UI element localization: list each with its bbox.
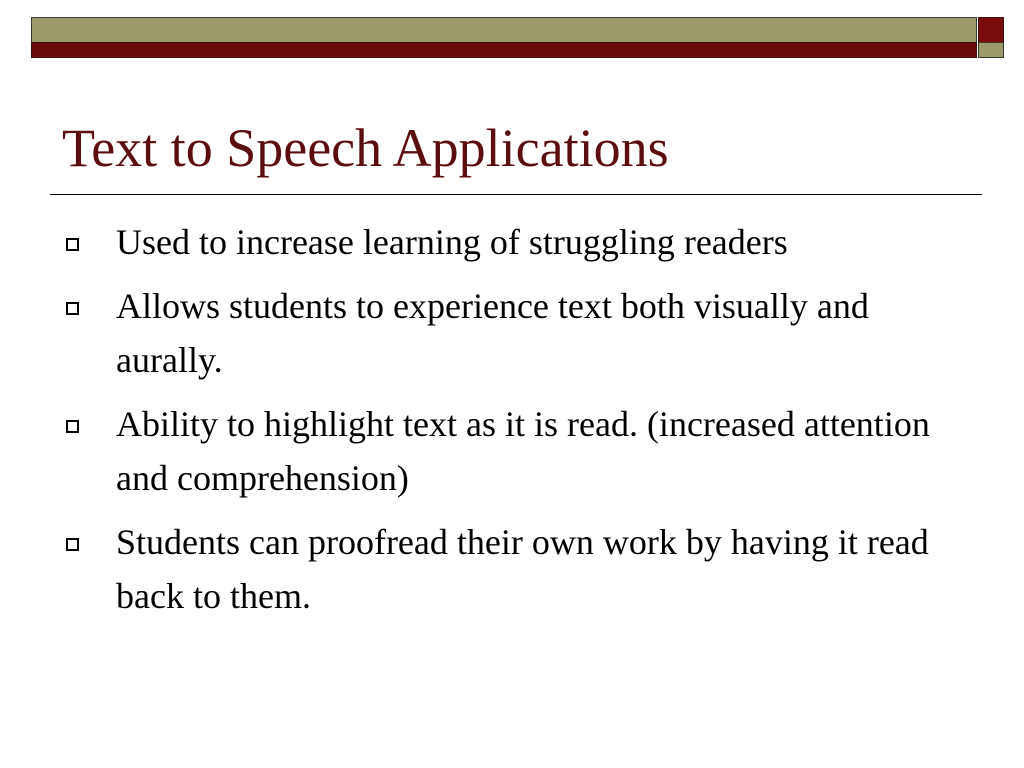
slide-title: Text to Speech Applications bbox=[62, 118, 669, 178]
bullet-item bbox=[62, 397, 962, 505]
header-bar-olive bbox=[31, 17, 977, 43]
title-divider bbox=[50, 194, 982, 195]
bullet-text: Allows students to experience text both visually and aurally. bbox=[116, 286, 869, 380]
hollow-square-bullet-icon bbox=[66, 538, 79, 551]
corner-square-maroon bbox=[978, 17, 1004, 43]
corner-square-olive bbox=[978, 42, 1004, 58]
header-bar-maroon bbox=[31, 42, 977, 58]
bullet-item bbox=[62, 215, 962, 269]
hollow-square-bullet-icon bbox=[66, 420, 79, 433]
bullet-text: Used to increase learning of struggling readers bbox=[116, 222, 788, 262]
hollow-square-bullet-icon bbox=[66, 302, 79, 315]
bullet-item bbox=[62, 515, 962, 623]
bullet-list bbox=[62, 215, 962, 633]
bullet-text: Ability to highlight text as it is read. (increased attention and comprehension) bbox=[116, 404, 930, 498]
hollow-square-bullet-icon bbox=[66, 238, 79, 251]
bullet-text: Students can proofread their own work by having it read back to them. bbox=[116, 522, 929, 616]
bullet-item bbox=[62, 279, 962, 387]
